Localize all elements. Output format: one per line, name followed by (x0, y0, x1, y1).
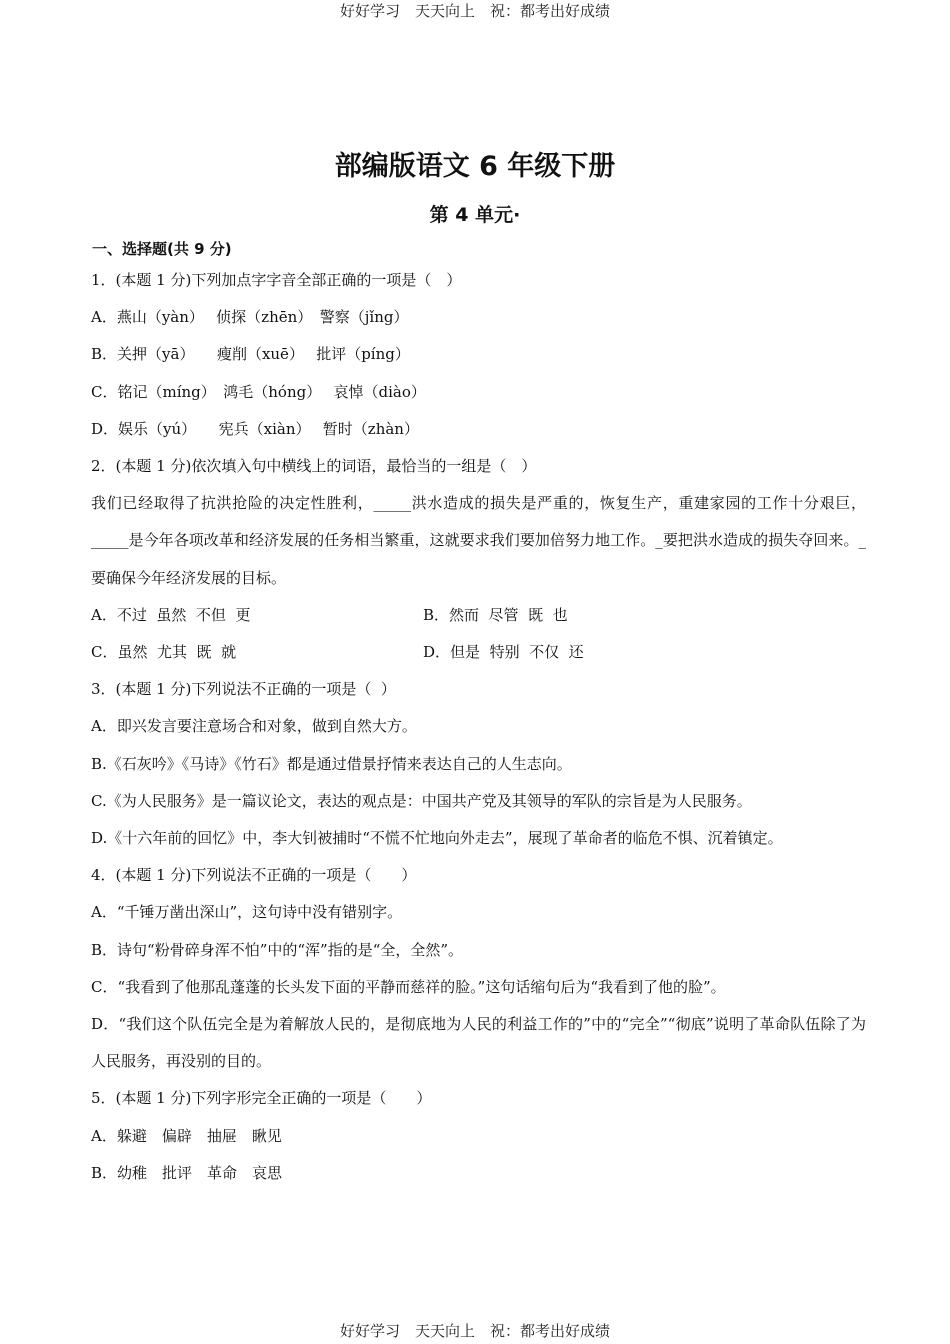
option: A．不过 虽然 不但 更 (91, 605, 251, 624)
option-row (91, 634, 866, 671)
question-stem: 3．(本题 1 分)下列说法不正确的一项是（ ） (91, 680, 396, 699)
option: A．躲避 偏辟 抽屉 瞅见 (91, 1126, 282, 1145)
option: D．但是 特别 不仅 还 (423, 643, 584, 662)
option: D.《十六年前的回忆》中，李大钊被捕时“不慌不忙地向外走去”，展现了革命者的临危不惧、沉着镇定。 (91, 829, 783, 848)
question-stem: 5．(本题 1 分)下列字形完全正确的一项是（ ） (91, 1089, 432, 1108)
unit-title: 第 4 单元· (429, 204, 521, 226)
page-title: 部编版语文 6 年级下册 (334, 151, 616, 182)
question-stem: 4．(本题 1 分)下列说法不正确的一项是（ ） (91, 866, 417, 885)
option: B．幼稚 批评 革命 哀思 (91, 1163, 283, 1182)
option: A．“千锤万凿出深山”，这句诗中没有错别字。 (91, 903, 403, 922)
question-passage: 我们已经取得了抗洪抢险的决定性胜利，_____洪水造成的损失是严重的，恢复生产，重建家园的工作十分艰巨，_____是今年各项改革和经济发展的任务相当繁重，这就要求我们要加倍努力地工作。_要把洪水造成的损失夺回来。_要确保今年经济发展的目标。 (91, 494, 866, 587)
option: A．燕山（yàn） 侦探（zhēn） 警察（jǐng） (91, 308, 409, 327)
page-footer: 好好学习 天天向上 祝：都考出好成绩 (339, 1322, 610, 1340)
question-stem: 1．(本题 1 分)下列加点字字音全部正确的一项是（ ） (91, 271, 462, 289)
option: C．“我看到了他那乱蓬蓬的长头发下面的平静而慈祥的脸。”这句话缩句后为“我看到了他的脸”。 (91, 977, 726, 996)
option: B.《石灰吟》《马诗》《竹石》都是通过借景抒情来表达自己的人生志向。 (91, 754, 572, 773)
section-heading: 一、选择题(共 9 分) (92, 240, 232, 258)
option: C．铭记（míng） 鸿毛（hóng） 哀悼（diào） (91, 382, 426, 401)
option-row (91, 597, 866, 634)
question-list (91, 262, 866, 1192)
option: B．诗句“粉骨碎身浑不怕”中的“浑”指的是“全，全然”。 (91, 940, 464, 959)
option: B．关押（yā） 瘦削（xuē） 批评（píng） (91, 345, 410, 364)
option: B．然而 尽管 既 也 (423, 605, 568, 624)
question-stem: 2．(本题 1 分)依次填入句中横线上的词语，最恰当的一组是（ ） (91, 457, 537, 476)
option: D．娱乐（yú） 宪兵（xiàn） 暂时（zhàn） (91, 419, 419, 438)
option: C.《为人民服务》是一篇议论文，表达的观点是：中国共产党及其领导的军队的宗旨是为人民服务。 (91, 791, 752, 810)
option: A．即兴发言要注意场合和对象，做到自然大方。 (91, 717, 417, 736)
option: C．虽然 尤其 既 就 (91, 643, 237, 662)
option: D．“我们这个队伍完全是为着解放人民的，是彻底地为人民的利益工作的”中的“完全”“彻底”说明了革命队伍除了为人民服务，再没别的目的。 (91, 1015, 866, 1071)
page-header: 好好学习 天天向上 祝：都考出好成绩 (339, 2, 610, 20)
